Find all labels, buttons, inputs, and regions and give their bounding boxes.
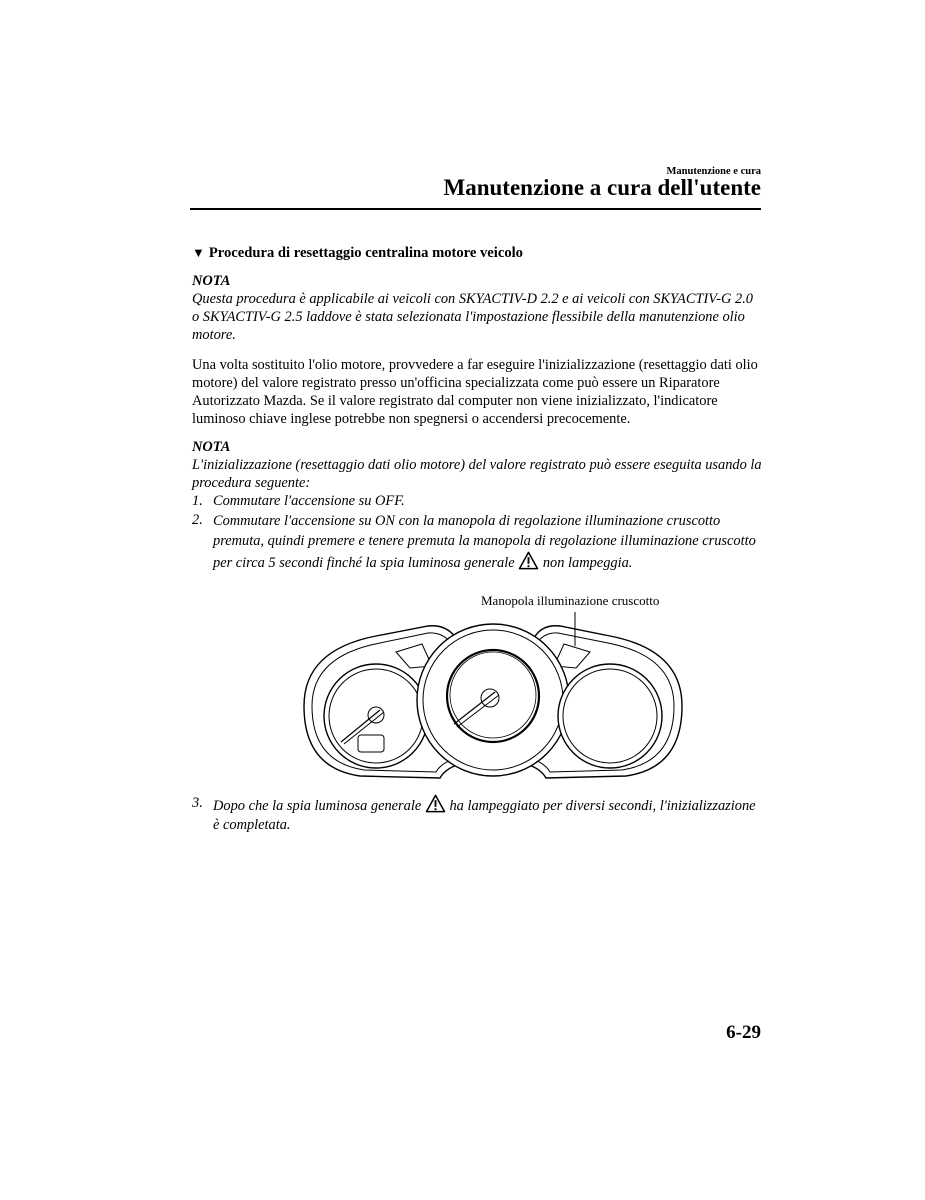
list-text: Dopo che la spia luminosa generale: [213, 798, 422, 814]
list-item: [192, 511, 762, 573]
list-text: Commutare l'accensione su ON con la manopola di regolazione illuminazione cruscotto premuta, quindi premere e tenere premuta la manopola di regolazione illuminazione cruscotto per circa 5 secondi finché la spia luminosa generale: [213, 513, 756, 571]
warning-triangle-icon: [425, 794, 446, 813]
nota-label: NOTA: [192, 273, 231, 289]
header-rule: [190, 208, 761, 210]
list-number: 3.: [192, 795, 203, 811]
list-item: [192, 492, 762, 510]
list-text-end: ha lampeggiato per diversi secondi, l'inizializzazione è completata.: [213, 798, 756, 833]
list-text-end: non lampeggia.: [542, 555, 633, 571]
subsection-title: Procedura di resettaggio centralina motore veicolo: [208, 245, 523, 261]
nota-label: NOTA: [192, 439, 231, 455]
page-number: 6-29: [726, 1022, 761, 1043]
warning-triangle-icon: [518, 551, 539, 570]
nota-text: Questa procedura è applicabile ai veicoli con SKYACTIV-D 2.2 e ai veicoli con SKYACTIV-G 2.0 o SKYACTIV-G 2.5 laddove è stata selezionata l'impostazione flessibile della manutenzione olio motore.: [192, 291, 754, 343]
triangle-marker-icon: ▼: [192, 245, 205, 260]
list-number: 1.: [192, 493, 203, 509]
list-item: [192, 794, 762, 835]
list-number: 2.: [192, 512, 203, 528]
subsection-heading: [192, 244, 762, 262]
nota-intro: L'inizializzazione (resettaggio dati olio motore) del valore registrato può essere eseguita usando la procedura seguente:: [192, 457, 762, 491]
instrument-cluster-figure: [296, 588, 688, 798]
running-head: Manutenzione e cura: [666, 166, 761, 177]
list-text: Commutare l'accensione su OFF.: [213, 493, 405, 509]
section-title: Manutenzione a cura dell'utente: [443, 175, 761, 200]
figure-callout-label: Manopola illuminazione cruscotto: [481, 593, 660, 608]
body-paragraph: Una volta sostituito l'olio motore, provvedere a far eseguire l'inizializzazione (resettaggio dati olio motore) del valore registrato presso un'officina specializzata come può essere un Riparatore Autorizzato Mazda. Se il valore registrato dal computer non viene inizializzato, l'indicatore luminoso chiave inglese potrebbe non spegnersi o accendersi precocemente.: [192, 357, 758, 427]
